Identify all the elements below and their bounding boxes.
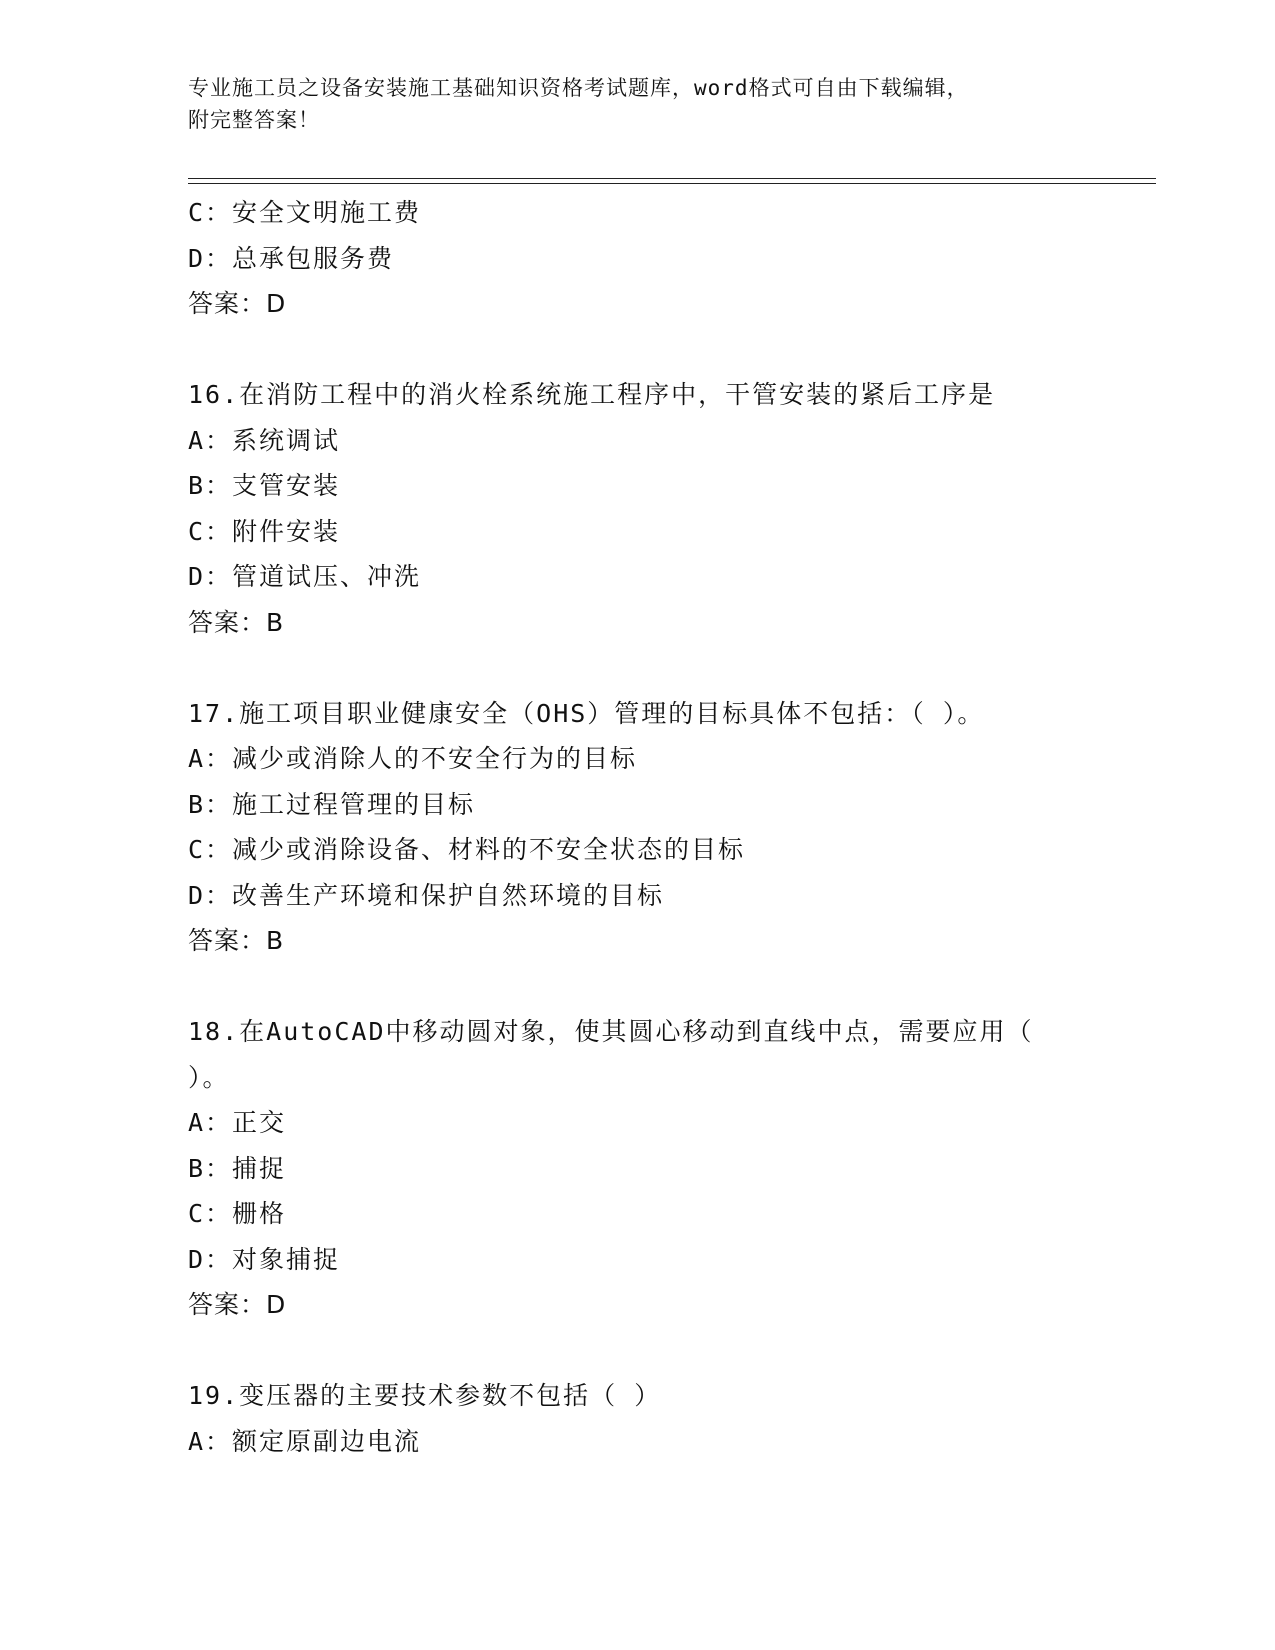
header-rule-top bbox=[188, 178, 1156, 179]
option-c: C：栅格 bbox=[188, 1199, 287, 1228]
question-17 bbox=[188, 691, 1148, 964]
option-b: B：捕捉 bbox=[188, 1153, 287, 1183]
header-rule-bottom bbox=[188, 183, 1156, 184]
previous-question-tail bbox=[188, 190, 1148, 327]
question-16 bbox=[188, 372, 1148, 645]
option-d: D：对象捕捉 bbox=[188, 1244, 341, 1274]
question-stem: 17.施工项目职业健康安全（OHS）管理的目标具体不包括：（ ）。 bbox=[188, 698, 985, 728]
question-19 bbox=[188, 1373, 1148, 1464]
option-a: A：正交 bbox=[188, 1108, 287, 1137]
question-stem: 16.在消防工程中的消火栓系统施工程序中，干管安装的紧后工序是 bbox=[188, 380, 996, 409]
spacer bbox=[188, 1328, 1148, 1374]
header-title-line-2: 附完整答案！ bbox=[188, 108, 320, 132]
option-c: C：附件安装 bbox=[188, 516, 341, 546]
option-d: D：总承包服务费 bbox=[188, 243, 395, 273]
spacer bbox=[188, 964, 1148, 1010]
option-d: D：管道试压、冲洗 bbox=[188, 562, 422, 591]
answer-line: 答案：D bbox=[188, 1290, 287, 1319]
option-c: C：安全文明施工费 bbox=[188, 198, 422, 227]
answer-line: 答案：B bbox=[188, 607, 285, 637]
question-list bbox=[188, 190, 1148, 1464]
option-b: B：支管安装 bbox=[188, 471, 341, 500]
question-18 bbox=[188, 1009, 1148, 1328]
spacer bbox=[188, 645, 1148, 691]
answer-line: 答案：D bbox=[188, 289, 287, 318]
question-stem-continued: ）。 bbox=[188, 1062, 230, 1092]
question-stem: 18.在AutoCAD中移动圆对象，使其圆心移动到直线中点，需要应用（ bbox=[188, 1017, 1034, 1046]
option-a: A：额定原副边电流 bbox=[188, 1426, 422, 1456]
spacer bbox=[188, 327, 1148, 373]
option-a: A：减少或消除人的不安全行为的目标 bbox=[188, 744, 638, 773]
header-title-line-1: 专业施工员之设备安装施工基础知识资格考试题库，word格式可自由下载编辑， bbox=[188, 76, 969, 100]
option-a: A：系统调试 bbox=[188, 425, 341, 455]
answer-line: 答案：B bbox=[188, 926, 285, 955]
option-d: D：改善生产环境和保护自然环境的目标 bbox=[188, 880, 665, 910]
option-b: B：施工过程管理的目标 bbox=[188, 789, 476, 819]
question-stem: 19.变压器的主要技术参数不包括（ ） bbox=[188, 1381, 662, 1410]
option-c: C：减少或消除设备、材料的不安全状态的目标 bbox=[188, 835, 746, 864]
document-header bbox=[188, 72, 1088, 136]
